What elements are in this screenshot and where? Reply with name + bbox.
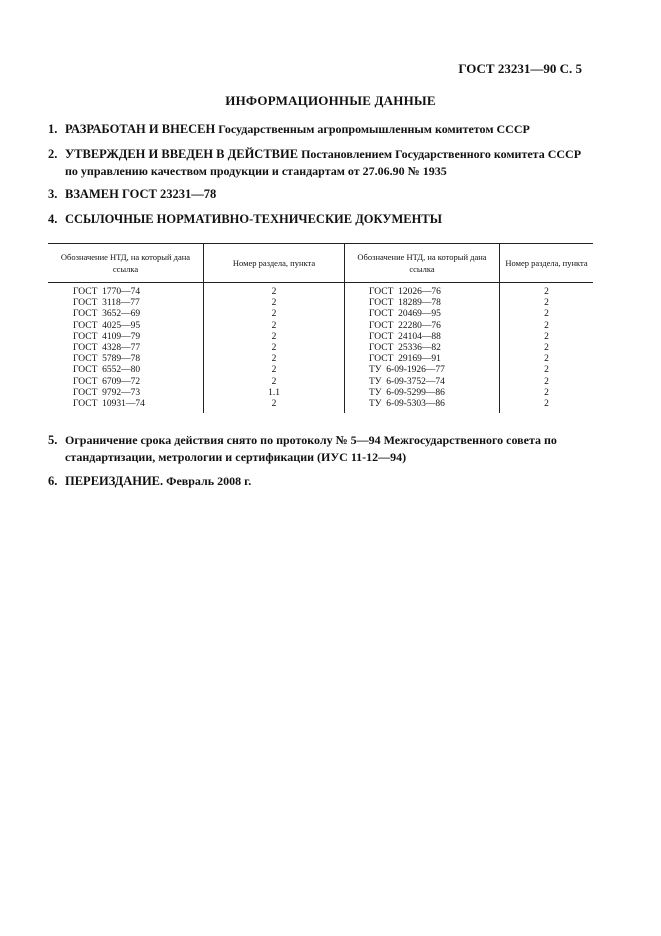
cell-section: 2 <box>204 365 345 376</box>
item-number: 1. <box>48 122 58 136</box>
table-row <box>48 388 593 399</box>
cell-document: ГОСТ 29169—91 <box>345 354 500 365</box>
item-heading: ССЫЛОЧНЫЕ НОРМАТИВНО-ТЕХНИЧЕСКИЕ ДОКУМЕНТЫ <box>65 212 442 226</box>
info-item-6 <box>48 473 588 490</box>
table-row <box>48 287 593 298</box>
cell-document: ГОСТ 5789—78 <box>48 354 204 365</box>
cell-section: 1.1 <box>204 388 345 399</box>
cell-document: ТУ 6-09-5303—86 <box>345 399 500 410</box>
cell-document: ГОСТ 6552—80 <box>48 365 204 376</box>
info-item-5 <box>48 432 588 466</box>
cell-section: 2 <box>204 309 345 320</box>
cell-section: 2 <box>204 321 345 332</box>
cell-document: ГОСТ 1770—74 <box>48 287 204 298</box>
item-heading: ВЗАМЕН ГОСТ 23231—78 <box>65 187 217 201</box>
item-text: Постановлением Государственного комитета СССР по управлению качеством продукции и стандартам от 27.06.90 № 1935 <box>65 147 582 178</box>
cell-document: ГОСТ 24104—88 <box>345 332 500 343</box>
column-header-section: Номер раздела, пункта <box>204 244 345 283</box>
cell-document: ГОСТ 22280—76 <box>345 321 500 332</box>
cell-section: 2 <box>544 287 549 297</box>
cell-section: 2 <box>544 343 549 354</box>
table-row <box>48 377 593 388</box>
table-row <box>48 354 593 365</box>
column-header-section: Номер раздела, пункта <box>500 244 594 283</box>
cell-document: ГОСТ 20469—95 <box>345 309 500 320</box>
table-row <box>48 321 593 332</box>
item-number: 4. <box>48 212 58 226</box>
cell-section: 2 <box>544 387 549 398</box>
item-number: 2. <box>48 147 58 161</box>
cell-section: 2 <box>204 332 345 343</box>
item-number: 5. <box>48 433 58 447</box>
cell-document: ТУ 6-09-3752—74 <box>345 377 500 388</box>
cell-document: ТУ 6-09-1926—77 <box>345 365 500 376</box>
cell-document: ГОСТ 18289—78 <box>345 298 500 309</box>
reference-documents-table <box>48 243 593 413</box>
cell-document: ГОСТ 12026—76 <box>345 287 500 298</box>
cell-section: 2 <box>544 298 549 309</box>
page-title: ИНФОРМАЦИОННЫЕ ДАННЫЕ <box>225 93 436 108</box>
cell-section: 2 <box>544 331 549 342</box>
cell-document: ГОСТ 9792—73 <box>48 388 204 399</box>
cell-document: ГОСТ 4109—79 <box>48 332 204 343</box>
item-heading: РАЗРАБОТАН И ВНЕСЕН <box>65 122 216 136</box>
table-row <box>48 298 593 309</box>
info-item-2 <box>48 146 588 180</box>
cell-section: 2 <box>204 399 345 410</box>
cell-document: ГОСТ 4328—77 <box>48 343 204 354</box>
table-row <box>48 309 593 320</box>
cell-document: ГОСТ 10931—74 <box>48 399 204 410</box>
cell-section: 2 <box>544 309 549 320</box>
cell-document: ГОСТ 6709—72 <box>48 377 204 388</box>
item-text: Февраль 2008 г. <box>163 474 252 488</box>
cell-section: 2 <box>544 365 549 376</box>
item-text: Ограничение срока действия снято по протоколу № 5—94 Межгосударственного совета по стандартизации, метрологии и сертификации (ИУС 11-12—94) <box>65 433 557 464</box>
column-header-doc: Обозначение НТД, на который дана ссылка <box>48 244 204 283</box>
info-item-1 <box>48 121 588 138</box>
table-row <box>48 365 593 376</box>
cell-section: 2 <box>204 298 345 309</box>
cell-document: ГОСТ 3118—77 <box>48 298 204 309</box>
table-row <box>48 343 593 354</box>
cell-document: ГОСТ 3652—69 <box>48 309 204 320</box>
item-text: Государственным агропромышленным комитетом СССР <box>215 122 530 136</box>
cell-document: ТУ 6-09-5299—86 <box>345 388 500 399</box>
info-item-3 <box>48 186 588 203</box>
cell-section: 2 <box>204 354 345 365</box>
cell-section: 2 <box>204 287 345 298</box>
table-header-row <box>48 244 593 283</box>
cell-section: 2 <box>544 399 549 410</box>
cell-section: 2 <box>544 376 549 387</box>
item-heading: ПЕРЕИЗДАНИЕ. <box>65 474 164 488</box>
info-item-4 <box>48 211 588 228</box>
cell-section: 2 <box>544 354 549 365</box>
table-row <box>48 332 593 343</box>
column-header-doc: Обозначение НТД, на который дана ссылка <box>345 244 500 283</box>
cell-section: 2 <box>544 320 549 331</box>
cell-document: ГОСТ 25336—82 <box>345 343 500 354</box>
item-number: 6. <box>48 474 58 488</box>
table-row <box>48 399 593 410</box>
cell-document: ГОСТ 4025—95 <box>48 321 204 332</box>
cell-section: 2 <box>204 343 345 354</box>
page-header: ГОСТ 23231—90 С. 5 <box>458 61 582 76</box>
item-heading: УТВЕРЖДЕН И ВВЕДЕН В ДЕЙСТВИЕ <box>65 147 299 161</box>
cell-section: 2 <box>204 377 345 388</box>
item-number: 3. <box>48 187 58 201</box>
